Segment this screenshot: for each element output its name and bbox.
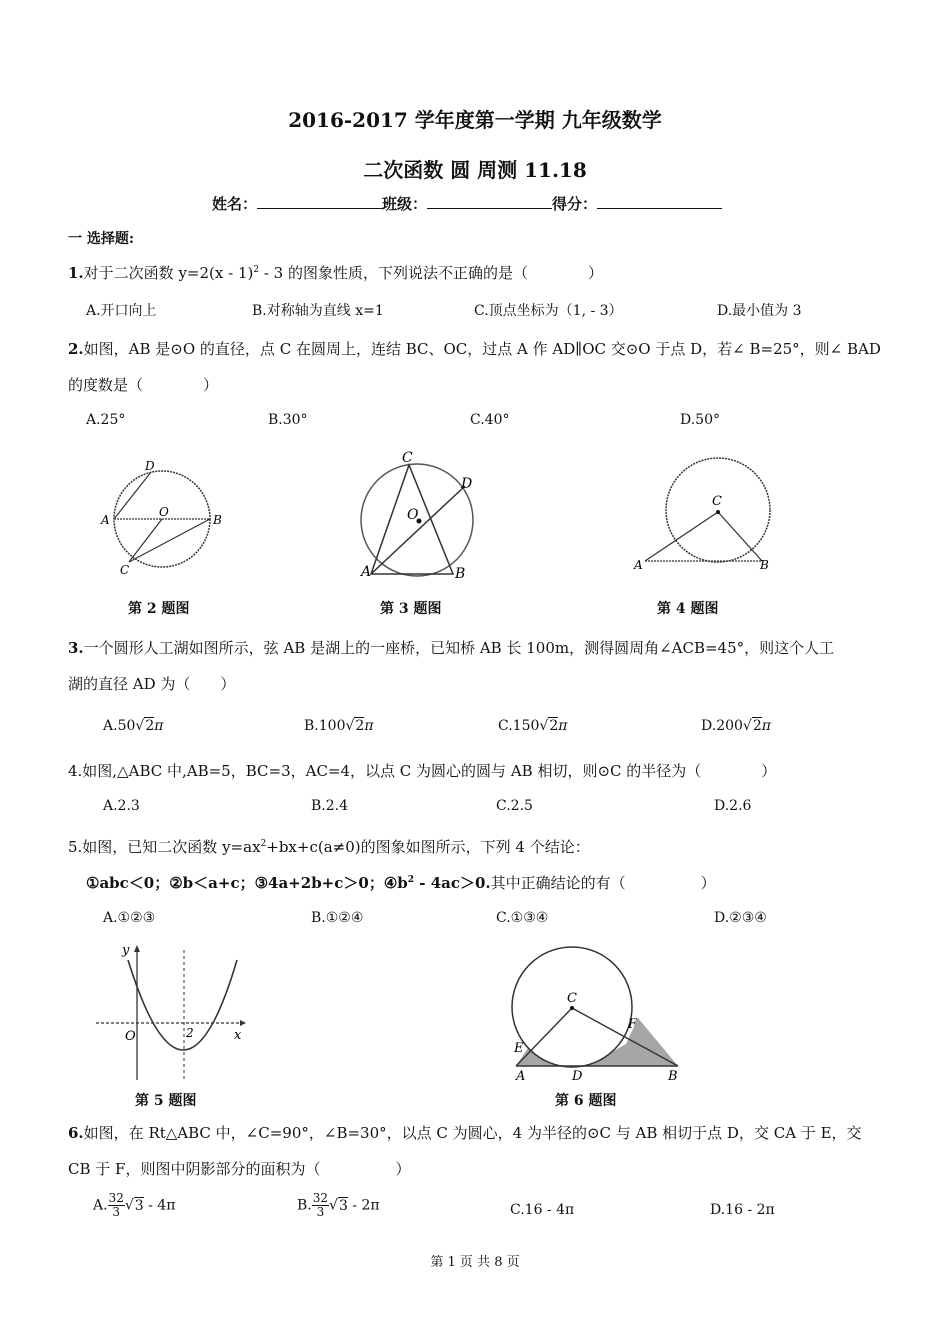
fig4-label-c: C xyxy=(712,494,722,509)
q3-d-coef: 200 xyxy=(716,718,743,734)
q5-option-a[interactable]: A.①②③ xyxy=(103,910,156,926)
q5-line2-sup: 2 xyxy=(407,875,415,885)
caption-fig3: 第 3 题图 xyxy=(380,601,442,617)
q1-option-c[interactable]: C.顶点坐标为（1, - 3） xyxy=(474,303,623,319)
q5-sup: 2 xyxy=(260,839,267,849)
q5-text-a: 5.如图，已知二次函数 y=ax xyxy=(68,838,261,856)
q5-statements xyxy=(86,872,716,893)
fig6-label-e: E xyxy=(514,1041,524,1056)
q6-a-rad: 3 xyxy=(134,1197,144,1214)
caption-fig5: 第 5 题图 xyxy=(135,1093,197,1109)
q6-b-label: B. xyxy=(297,1197,312,1214)
q3-option-c[interactable]: C.150√2π xyxy=(498,718,568,734)
question-6 xyxy=(68,1122,862,1143)
q6-option-d[interactable]: D.16 - 2π xyxy=(710,1202,775,1218)
question-2 xyxy=(68,338,881,359)
name-label: 姓名： xyxy=(212,195,258,213)
q5-text-b: +bx+c(a≠0)的图象如图所示，下列 4 个结论： xyxy=(266,838,590,856)
fig5-label-x: x xyxy=(234,1028,242,1043)
q6-option-b[interactable]: B. $\frac{32}{3}$ √3 - 2π xyxy=(297,1191,380,1219)
q3-option-b[interactable]: B.100√2π xyxy=(304,718,374,734)
fig3-label-c: C xyxy=(402,450,413,466)
section-heading: 一 选择题: xyxy=(68,231,135,247)
q5-line2-c: 其中正确结论的有（ ） xyxy=(490,874,716,892)
q6-b-denominator: 3 xyxy=(316,1205,325,1219)
question-4: 4.如图,△ABC 中,AB=5，BC=3，AC=4，以点 C 为圆心的圆与 AB 相切，则⊙C 的半径为（ ） xyxy=(68,762,777,780)
q1-number: 1. xyxy=(68,264,84,282)
question-5 xyxy=(68,836,590,857)
q1-option-b[interactable]: B.对称轴为直线 x=1 xyxy=(252,303,384,319)
q1-sup: 2 xyxy=(253,265,260,275)
q1-option-a[interactable]: A.开口向上 xyxy=(86,303,157,319)
fig3-label-b: B xyxy=(455,566,466,582)
q3-b-label: B. xyxy=(304,718,319,734)
fig6-label-a: A xyxy=(516,1069,526,1082)
q3-option-a[interactable]: A.50√2π xyxy=(103,718,164,734)
q2-line1: 如图，AB 是⊙O 的直径，点 C 在圆周上，连结 BC、OC，过点 A 作 AD∥OC 交⊙O 于点 D，若∠ B=25°，则∠ BAD xyxy=(83,340,881,358)
page-title: 2016-2017 学年度第一学期 九年级数学 xyxy=(288,108,662,132)
q6-option-a[interactable]: A. $\frac{32}{3}$ √3 - 4π xyxy=(93,1191,176,1219)
fig6-label-d: D xyxy=(572,1069,583,1082)
fig6-label-b: B xyxy=(668,1069,678,1082)
question-1 xyxy=(68,262,603,283)
fig2-label-a: A xyxy=(101,513,110,527)
q3-b-rad: 2 xyxy=(355,718,365,734)
q6-a-tail: - 4π xyxy=(143,1197,176,1214)
figure-6 xyxy=(500,940,690,1082)
q3-number: 3. xyxy=(68,639,84,657)
q1-option-d[interactable]: D.最小值为 3 xyxy=(717,303,802,319)
q2-option-a[interactable]: A.25° xyxy=(86,412,126,428)
figure-4 xyxy=(630,455,780,575)
fig5-label-y: y xyxy=(122,943,130,958)
q3-d-label: D. xyxy=(701,718,717,734)
q3-b-pi: π xyxy=(364,718,374,734)
q2-line2: 的度数是（ ） xyxy=(68,376,219,394)
q3-a-pi: π xyxy=(154,718,164,734)
q2-option-d[interactable]: D.50° xyxy=(680,412,720,428)
score-label: 得分： xyxy=(552,195,598,213)
q3-c-pi: π xyxy=(558,718,568,734)
fig3-label-o: O xyxy=(407,507,419,523)
q2-option-c[interactable]: C.40° xyxy=(470,412,510,428)
q6-b-tail: - 2π xyxy=(347,1197,380,1214)
student-info-row xyxy=(212,193,722,214)
q5-line2-a: ①abc＜0；②b＜a+c；③4a+2b+c＞0；④b xyxy=(86,874,408,892)
q1-text-a: 对于二次函数 y=2(x - 1) xyxy=(83,264,254,282)
page-footer: 第 1 页 共 8 页 xyxy=(430,1255,520,1270)
caption-fig2: 第 2 题图 xyxy=(128,601,190,617)
fig2-label-o: O xyxy=(159,505,169,519)
fig2-label-c: C xyxy=(120,563,130,577)
question-3 xyxy=(68,637,834,658)
fig4-label-a: A xyxy=(634,558,643,572)
fig5-label-o: O xyxy=(125,1029,136,1044)
fig2-label-b: B xyxy=(213,513,222,527)
q5-option-d[interactable]: D.②③④ xyxy=(714,910,767,926)
q5-option-c[interactable]: C.①③④ xyxy=(496,910,549,926)
q3-b-coef: 100 xyxy=(318,718,346,734)
figure-5 xyxy=(92,940,252,1086)
q3-a-rad: 2 xyxy=(145,718,155,734)
q3-a-label: A. xyxy=(103,718,118,734)
fig3-label-d: D xyxy=(461,476,473,492)
caption-fig4: 第 4 题图 xyxy=(657,601,719,617)
q6-a-denominator: 3 xyxy=(112,1205,121,1219)
score-blank[interactable] xyxy=(597,194,722,209)
q4-option-c[interactable]: C.2.5 xyxy=(496,798,533,814)
figure-2 xyxy=(95,452,230,582)
q5-option-b[interactable]: B.①②④ xyxy=(311,910,364,926)
name-blank[interactable] xyxy=(257,194,382,209)
class-label: 班级： xyxy=(382,195,428,213)
q6-number: 6. xyxy=(68,1124,84,1142)
q5-line2-b: - 4ac＞0. xyxy=(414,874,491,892)
q4-option-a[interactable]: A.2.3 xyxy=(103,798,140,814)
class-blank[interactable] xyxy=(427,194,552,209)
fig2-label-d: D xyxy=(145,459,155,473)
q3-line2: 湖的直径 AD 为（ ） xyxy=(68,675,236,693)
q6-a-label: A. xyxy=(93,1197,108,1214)
fig6-label-c: C xyxy=(567,991,577,1006)
q3-option-d[interactable]: D.200√2π xyxy=(701,718,771,734)
figure-3 xyxy=(355,448,485,583)
q4-option-b[interactable]: B.2.4 xyxy=(311,798,349,814)
q3-c-rad: 2 xyxy=(549,718,559,734)
q6-b-numerator: 32 xyxy=(312,1191,329,1205)
q2-number: 2. xyxy=(68,340,84,358)
q4-option-d[interactable]: D.2.6 xyxy=(714,798,752,814)
q3-line1: 一个圆形人工湖如图所示，弦 AB 是湖上的一座桥，已知桥 AB 长 100m，测得圆周角∠ACB=45°，则这个人工 xyxy=(83,639,835,657)
q3-d-pi: π xyxy=(761,718,771,734)
q3-a-coef: 50 xyxy=(117,718,136,734)
fig4-label-b: B xyxy=(760,558,769,572)
q6-a-numerator: 32 xyxy=(108,1191,124,1205)
q3-c-label: C. xyxy=(498,718,513,734)
q3-d-rad: 2 xyxy=(752,718,762,734)
q6-b-rad: 3 xyxy=(338,1197,348,1214)
q6-line1: 如图，在 Rt△ABC 中，∠C=90°，∠B=30°，以点 C 为圆心，4 为半径的⊙C 与 AB 相切于点 D，交 CA 于 E，交 xyxy=(83,1124,862,1142)
caption-fig6: 第 6 题图 xyxy=(555,1093,617,1109)
q1-text-b: - 3 的图象性质，下列说法不正确的是（ ） xyxy=(259,264,603,282)
fig6-label-f: F xyxy=(628,1017,638,1032)
q2-option-b[interactable]: B.30° xyxy=(268,412,308,428)
q6-line2: CB 于 F，则图中阴影部分的面积为（ ） xyxy=(68,1160,411,1178)
fig3-label-a: A xyxy=(361,564,372,580)
page-subtitle: 二次函数 圆 周测 11.18 xyxy=(363,158,587,182)
q6-option-c[interactable]: C.16 - 4π xyxy=(510,1202,575,1218)
fig5-label-2: 2 xyxy=(186,1026,194,1040)
q3-c-coef: 150 xyxy=(512,718,540,734)
